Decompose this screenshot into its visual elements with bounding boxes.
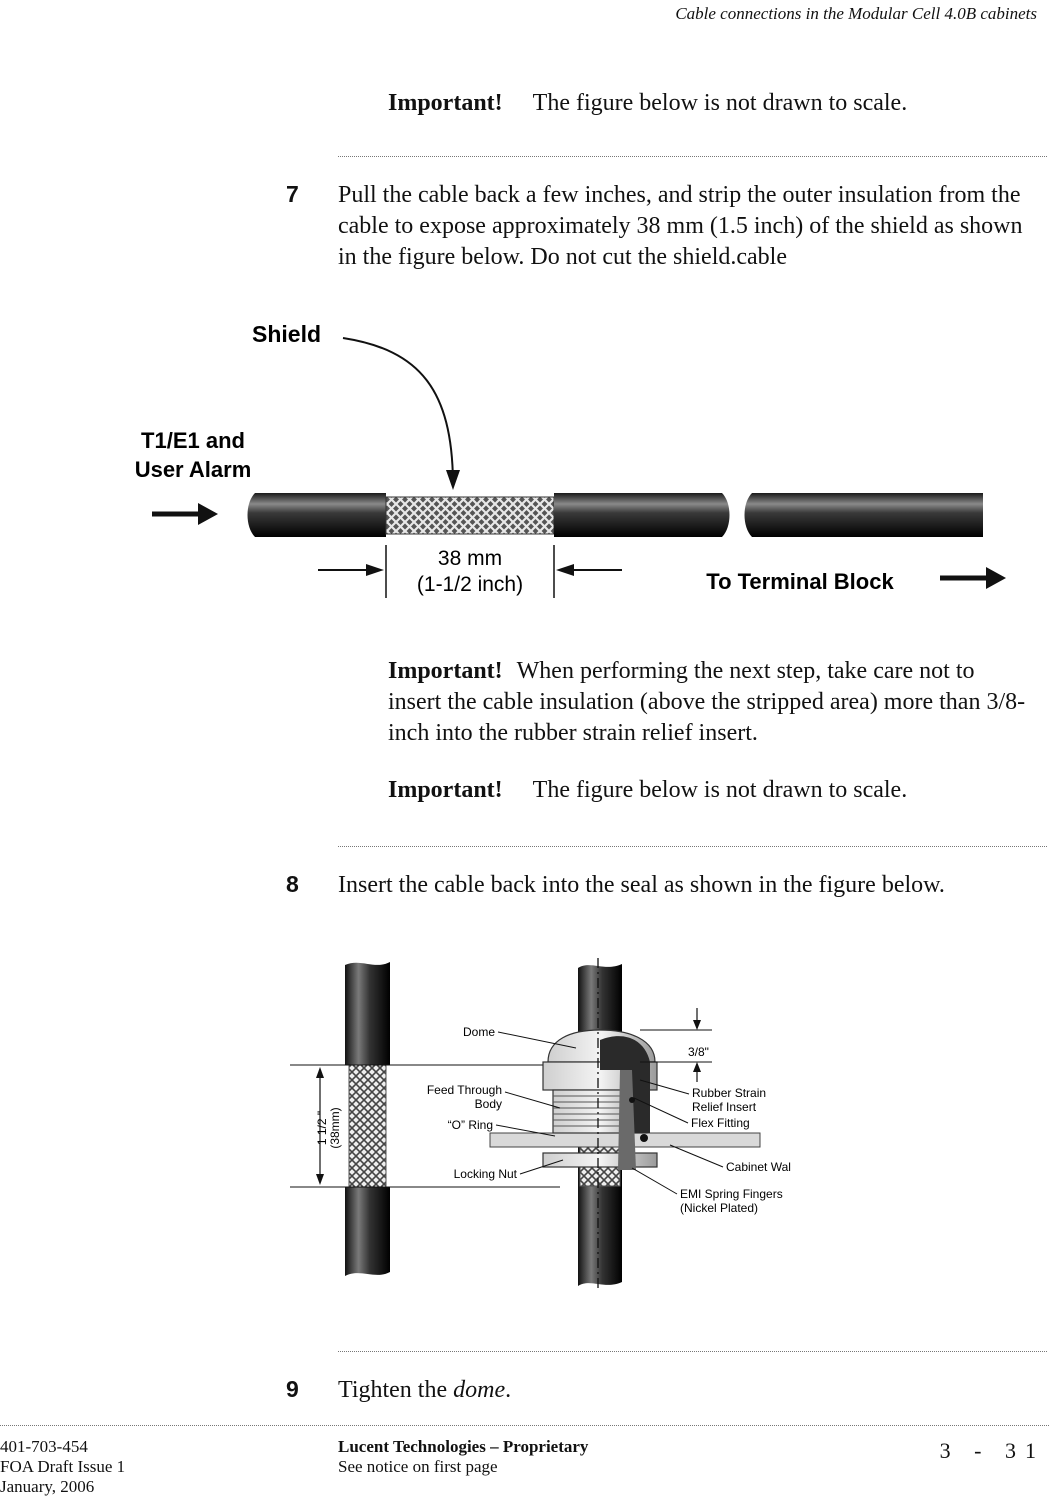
issue-label: FOA Draft Issue 1 [0, 1457, 126, 1476]
important-label: Important! [388, 658, 503, 684]
issue-date: January, 2006 [0, 1477, 95, 1496]
emi-fingers-label-line1: EMI Spring Fingers [680, 1187, 783, 1201]
step-text-suffix: . [505, 1377, 512, 1403]
important-label: Important! [388, 90, 503, 116]
emi-fingers-label-line2: (Nickel Plated) [680, 1201, 759, 1215]
locking-nut [543, 1153, 657, 1167]
rubber-strain-label-line2: Relief Insert [692, 1100, 757, 1114]
input-label-line2: User Alarm [134, 457, 252, 482]
step-text: Insert the cable back into the seal as shown in the figure below. [338, 872, 945, 898]
feed-through-label-line2: Body [474, 1097, 502, 1111]
braided-shield [386, 497, 554, 534]
cable-jacket-middle [554, 493, 730, 537]
important-text: The figure below is not drawn to scale. [532, 90, 908, 116]
shield-pointer-arrow [446, 470, 460, 490]
dimension-label-line1: 38 mm [437, 547, 503, 570]
step-separator [338, 846, 1047, 847]
terminal-block-label: To Terminal Block [706, 569, 894, 594]
step-separator [338, 1351, 1047, 1352]
important-text: The figure below is not drawn to scale. [532, 777, 908, 803]
important-text: When performing the next step, take care not to insert the cable insulation (above the stripped area) more than 3/8-inch into the rubber strain relief insert. [388, 658, 1026, 746]
doc-number: 401-703-454 [0, 1437, 88, 1456]
shield-label: Shield [252, 321, 322, 347]
rubber-strain-label-line1: Rubber Strain [692, 1086, 767, 1100]
step-text: Pull the cable back a few inches, and strip the outer insulation from the cable to expose approximately 38 mm (1.5 inch) of the shield as shown in the figure below. Do not cut the shield.cable [338, 182, 1023, 270]
cable-jacket-right [745, 493, 984, 537]
important-note [388, 775, 1028, 806]
step-text [338, 1375, 1046, 1406]
company-notice: Lucent Technologies – Proprietary [338, 1437, 589, 1456]
input-label-line1: T1/E1 and [141, 428, 245, 453]
insert-depth-label: 3/8" [688, 1045, 709, 1059]
important-note [388, 656, 1028, 749]
length-dimension-line1: 1 1/2 " [315, 1110, 329, 1146]
dome-label: Dome [462, 1025, 495, 1039]
length-dimension-line2: (38mm) [328, 1107, 342, 1149]
important-note [388, 88, 1028, 119]
footer-proprietary [338, 1437, 588, 1477]
cabinet-wall-label: Cabinet Wal [726, 1160, 791, 1174]
cable-jacket-left [248, 493, 387, 537]
step-text-emphasis: dome [453, 1377, 506, 1403]
step-number: 7 [286, 181, 299, 207]
step-number: 8 [286, 871, 299, 897]
footer-doc-info [0, 1437, 125, 1497]
feed-through-label-line1: Feed Through [426, 1083, 502, 1097]
footer-rule [0, 1425, 1049, 1426]
step-separator [338, 156, 1047, 157]
dimension-label-line2: (1-1/2 inch) [416, 573, 524, 596]
notice-reference: See notice on first page [338, 1457, 498, 1476]
step-number: 9 [286, 1376, 299, 1402]
o-ring-label: “O” Ring [447, 1118, 493, 1132]
step-text-prefix: Tighten the [338, 1377, 454, 1403]
cable-gland-figure [0, 950, 1049, 1290]
page-number: 3 - 31 [939, 1438, 1045, 1463]
running-header: Cable connections in the Modular Cell 4.0B cabinets [675, 4, 1037, 23]
exposed-shield [349, 1065, 386, 1187]
locking-nut-label: Locking Nut [453, 1167, 517, 1181]
flex-fitting-label: Flex Fitting [691, 1116, 750, 1130]
cable-strip-figure [0, 300, 1049, 620]
important-label: Important! [388, 777, 503, 803]
cable-before-insert [345, 962, 390, 1065]
